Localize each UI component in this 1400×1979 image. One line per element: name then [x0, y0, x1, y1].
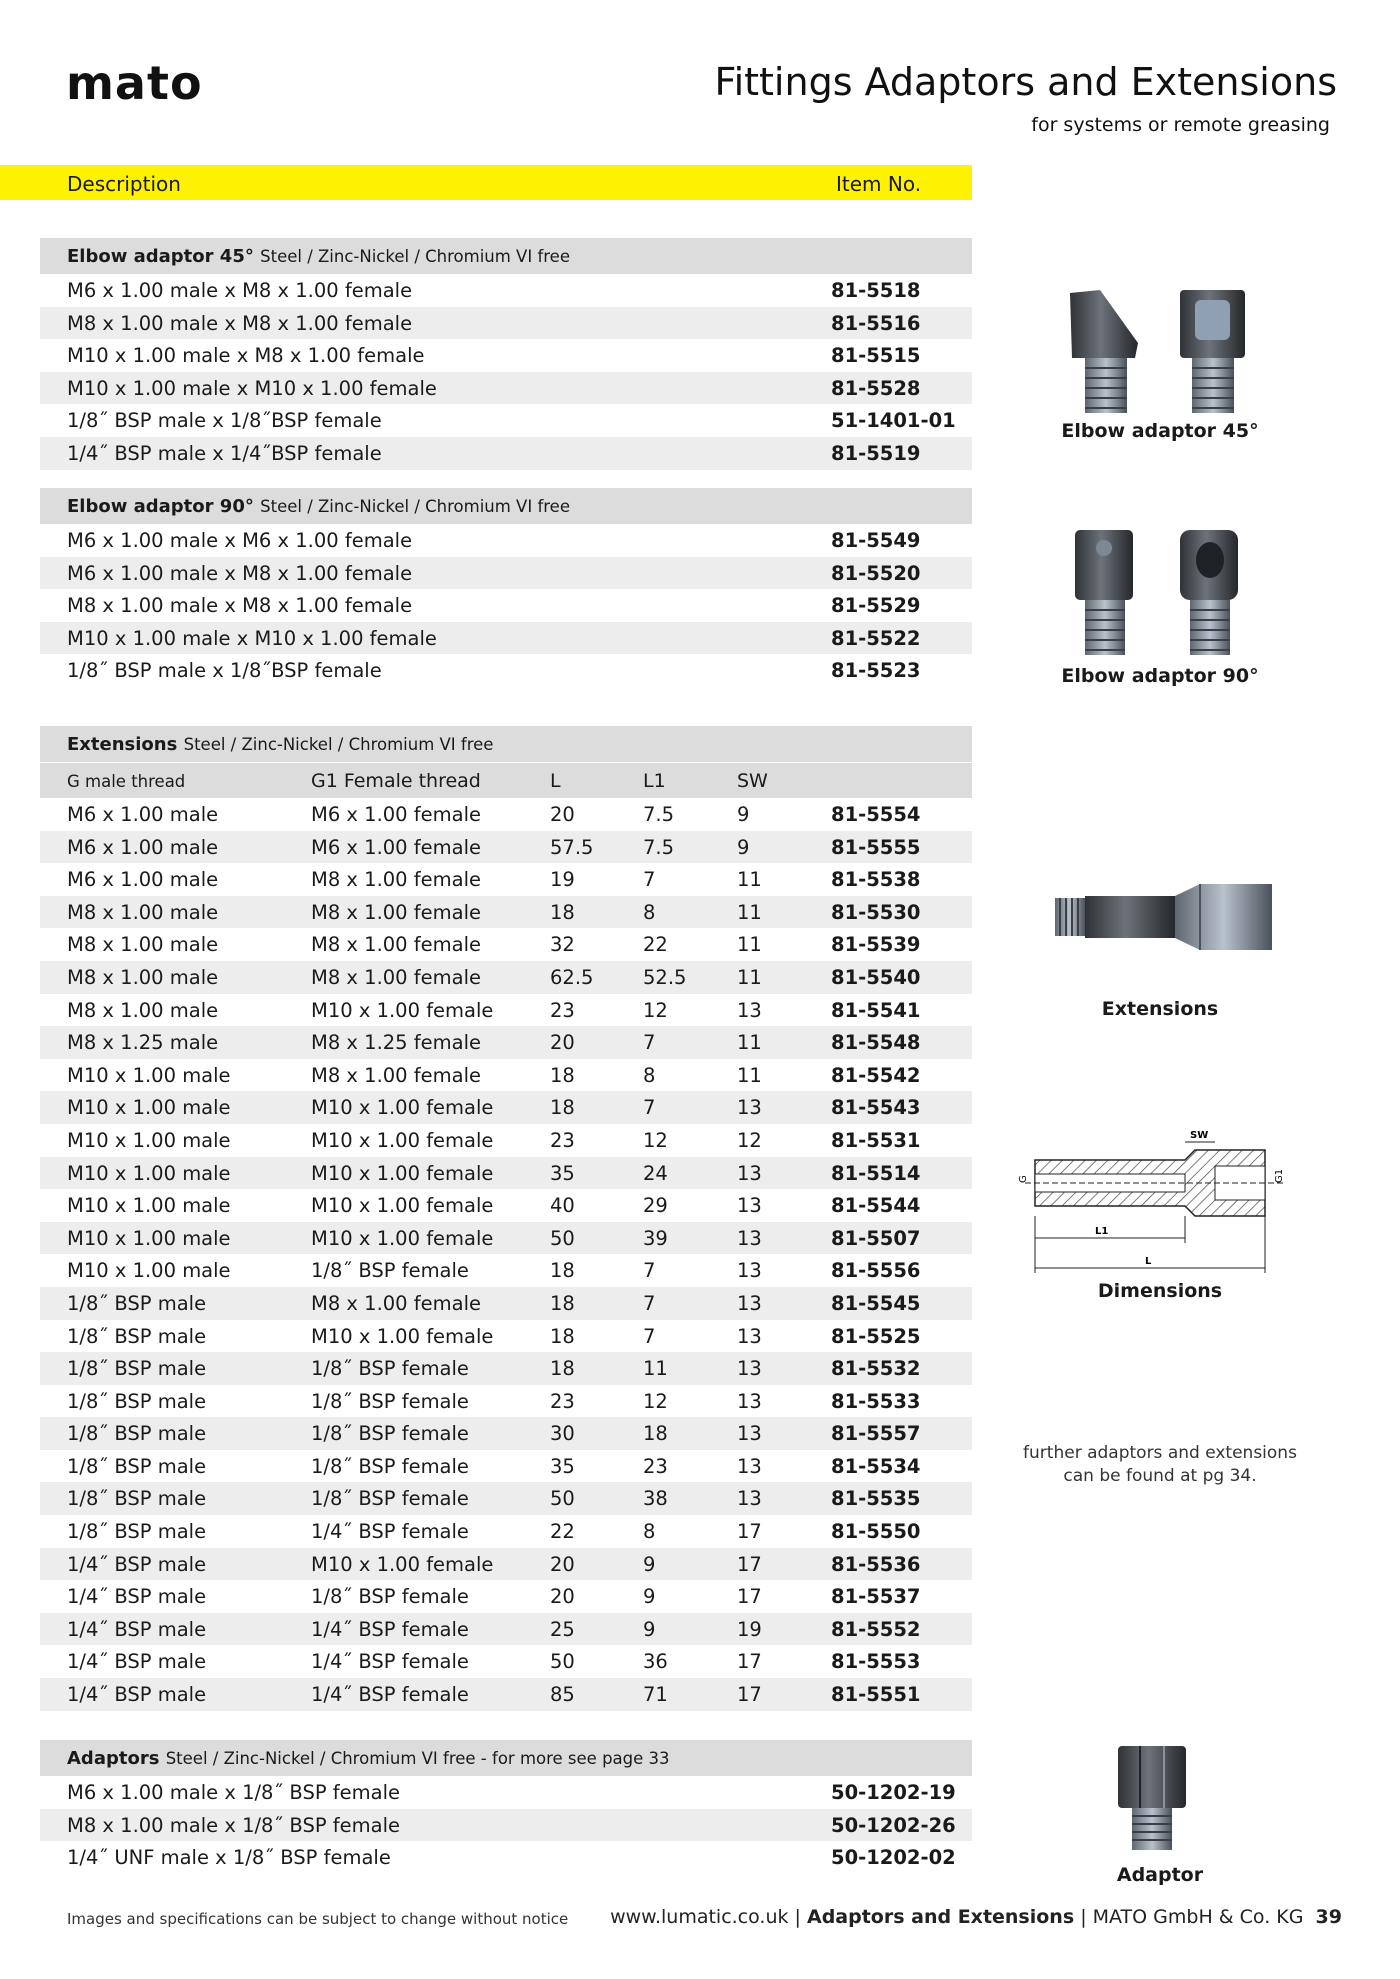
sw-cell: 13 [737, 1096, 762, 1120]
l-cell: 25 [550, 1617, 575, 1641]
l1-cell: 52.5 [643, 965, 687, 989]
footer-section: Adaptors and Extensions [806, 1906, 1075, 1928]
elbow90-row [40, 622, 972, 655]
g-dimension-label: G [1018, 1175, 1029, 1183]
g-thread-cell: M6 x 1.00 male [67, 835, 219, 859]
extension-row [40, 1385, 972, 1418]
item-number-cell: 81-5533 [831, 1389, 921, 1413]
page-title: Fittings Adaptors and Extensions [714, 60, 1337, 104]
extension-row [40, 1157, 972, 1190]
description-cell: 1/4˝ UNF male x 1/8˝ BSP female [67, 1846, 391, 1870]
extension-row [40, 1320, 972, 1353]
g1-thread-cell: M8 x 1.25 female [311, 1031, 482, 1055]
extensions-caption: Extensions [1101, 998, 1219, 1020]
extension-row [40, 831, 972, 864]
sw-cell: 13 [737, 1422, 762, 1446]
l-cell: 22 [550, 1520, 575, 1544]
l1-cell: 38 [643, 1487, 668, 1511]
item-number-cell: 81-5538 [831, 868, 921, 892]
l1-cell: 12 [643, 1389, 668, 1413]
g-thread-cell: 1/8˝ BSP male [67, 1291, 207, 1315]
g1-thread-cell: 1/8˝ BSP female [311, 1389, 469, 1413]
g1-thread-cell: M8 x 1.00 female [311, 933, 482, 957]
sw-cell: 11 [737, 868, 762, 892]
l1-cell: 8 [643, 1063, 656, 1087]
item-number-cell: 50-1202-19 [831, 1781, 956, 1804]
l1-cell: 29 [643, 1194, 668, 1218]
g-thread-cell: M10 x 1.00 male [67, 1096, 231, 1120]
l1-cell: 7.5 [643, 803, 675, 826]
extension-row [40, 1417, 972, 1450]
l1-cell: 8 [643, 1520, 656, 1544]
adaptor-row [40, 1841, 972, 1874]
elbow45-section-header [40, 238, 972, 274]
sw-cell: 11 [737, 1031, 762, 1055]
adaptor-caption: Adaptor [1116, 1864, 1204, 1886]
g1-thread-cell: M8 x 1.00 female [311, 965, 482, 989]
g-thread-cell: M8 x 1.00 male [67, 998, 219, 1022]
extension-row [40, 1222, 972, 1255]
g1-thread-cell: M8 x 1.00 female [311, 868, 482, 892]
g1-thread-cell: M10 x 1.00 female [311, 1128, 494, 1152]
item-number-cell: 81-5525 [831, 1324, 921, 1348]
g1-thread-cell: M8 x 1.00 female [311, 1063, 482, 1087]
l1-cell: 7 [643, 1259, 656, 1283]
elbow90-section [40, 488, 972, 687]
l-cell: 35 [550, 1454, 575, 1478]
l-cell: 18 [550, 1357, 575, 1381]
l1-cell: 7 [643, 1324, 656, 1348]
extension-row [40, 1613, 972, 1646]
g1-thread-cell: M8 x 1.00 female [311, 1291, 482, 1315]
l-cell: 32 [550, 933, 575, 957]
elbow45-row [40, 404, 972, 437]
g1-column-header: G1 Female thread [311, 770, 481, 792]
l-cell: 57.5 [550, 835, 594, 859]
extension-row [40, 994, 972, 1027]
page-number: 39 [1315, 1906, 1342, 1928]
g1-thread-cell: 1/8˝ BSP female [311, 1357, 469, 1381]
l-cell: 23 [550, 998, 575, 1022]
g-thread-cell: 1/8˝ BSP male [67, 1324, 207, 1348]
item-number-cell: 81-5531 [831, 1128, 921, 1152]
g1-thread-cell: 1/8˝ BSP female [311, 1487, 469, 1511]
l-cell: 20 [550, 1552, 575, 1576]
g1-thread-cell: 1/4˝ BSP female [311, 1650, 469, 1674]
item-number-cell: 51-1401-01 [831, 409, 956, 433]
sw-cell: 13 [737, 1324, 762, 1348]
item-number-cell: 81-5516 [831, 311, 921, 335]
sw-cell: 17 [737, 1585, 762, 1609]
extension-row [40, 798, 972, 831]
item-number-cell: 81-5534 [831, 1454, 921, 1478]
description-cell: M10 x 1.00 male x M10 x 1.00 female [67, 626, 437, 650]
item-number-cell: 81-5530 [831, 900, 921, 924]
item-number-cell: 81-5539 [831, 933, 921, 957]
elbow45-caption: Elbow adaptor 45° [1061, 420, 1259, 442]
g-thread-cell: M10 x 1.00 male [67, 1128, 231, 1152]
description-cell: M8 x 1.00 male x 1/8˝ BSP female [67, 1813, 401, 1837]
description-cell: M8 x 1.00 male x M8 x 1.00 female [67, 594, 413, 618]
elbow90-material: Steel / Zinc-Nickel / Chromium VI free [260, 497, 570, 516]
sw-cell: 17 [737, 1520, 762, 1544]
l1-cell: 22 [643, 933, 668, 957]
l-cell: 18 [550, 1291, 575, 1315]
sw-cell: 13 [737, 1226, 762, 1250]
g1-thread-cell: 1/8˝ BSP female [311, 1454, 469, 1478]
sw-cell: 13 [737, 1357, 762, 1381]
sw-cell: 17 [737, 1650, 762, 1674]
elbow90-rows [40, 524, 972, 687]
g1-thread-cell: M10 x 1.00 female [311, 1552, 494, 1576]
g-thread-cell: M6 x 1.00 male [67, 868, 219, 892]
extension-row [40, 1059, 972, 1092]
l1-cell: 7 [643, 1031, 656, 1055]
g-thread-cell: M6 x 1.00 male [67, 803, 219, 826]
g-thread-cell: M10 x 1.00 male [67, 1063, 231, 1087]
item-number-cell: 81-5545 [831, 1291, 921, 1315]
disclaimer: Images and specifications can be subject to change without notice [67, 1910, 569, 1928]
extension-row [40, 1287, 972, 1320]
extension-row [40, 961, 972, 994]
g-thread-cell: M8 x 1.25 male [67, 1031, 219, 1055]
elbow45-title: Elbow adaptor 45° [67, 246, 254, 267]
l1-cell: 11 [643, 1357, 668, 1381]
item-number-cell: 81-5520 [831, 561, 921, 585]
g-thread-cell: M10 x 1.00 male [67, 1226, 231, 1250]
g-thread-cell: M8 x 1.00 male [67, 965, 219, 989]
elbow90-section-header [40, 488, 972, 524]
sw-dimension-label: SW [1190, 1130, 1209, 1141]
item-number-cell: 81-5514 [831, 1161, 921, 1185]
item-number-cell: 81-5550 [831, 1520, 921, 1544]
item-number-cell: 81-5532 [831, 1357, 921, 1381]
adaptor-row [40, 1809, 972, 1842]
sw-cell: 13 [737, 1454, 762, 1478]
description-cell: M10 x 1.00 male x M10 x 1.00 female [67, 376, 437, 400]
description-cell: M6 x 1.00 male x M6 x 1.00 female [67, 529, 413, 552]
l1-cell: 9 [643, 1552, 656, 1576]
description-cell: M6 x 1.00 male x M8 x 1.00 female [67, 279, 413, 302]
l1-cell: 7 [643, 1096, 656, 1120]
g1-thread-cell: 1/4˝ BSP female [311, 1683, 469, 1707]
elbow45-row [40, 307, 972, 340]
extension-row [40, 863, 972, 896]
extension-row [40, 1450, 972, 1483]
g-thread-cell: 1/8˝ BSP male [67, 1389, 207, 1413]
adaptors-rows [40, 1776, 972, 1874]
item-number-cell: 81-5519 [831, 441, 921, 465]
elbow45-section [40, 238, 972, 470]
extension-row [40, 1515, 972, 1548]
sw-cell: 9 [737, 835, 750, 859]
description-cell: M8 x 1.00 male x M8 x 1.00 female [67, 311, 413, 335]
l-cell: 50 [550, 1226, 575, 1250]
adaptors-section [40, 1740, 972, 1874]
l-cell: 18 [550, 1096, 575, 1120]
l-cell: 85 [550, 1683, 575, 1707]
elbow90-row [40, 654, 972, 687]
description-cell: M6 x 1.00 male x M8 x 1.00 female [67, 561, 413, 585]
sw-cell: 13 [737, 1487, 762, 1511]
l-cell: 18 [550, 1324, 575, 1348]
l-cell: 20 [550, 1585, 575, 1609]
l-cell: 18 [550, 1063, 575, 1087]
sw-cell: 13 [737, 1194, 762, 1218]
g-thread-cell: 1/8˝ BSP male [67, 1520, 207, 1544]
elbow90-row [40, 589, 972, 622]
sw-cell: 11 [737, 965, 762, 989]
g1-thread-cell: M10 x 1.00 female [311, 1194, 494, 1218]
extensions-section [40, 726, 972, 1711]
l-column-header: L [550, 770, 561, 792]
adaptor-image [1112, 1742, 1192, 1854]
elbow90-caption: Elbow adaptor 90° [1061, 665, 1259, 687]
item-number-cell: 81-5556 [831, 1259, 921, 1283]
brand-logo: mato [66, 56, 203, 110]
g1-thread-cell: M10 x 1.00 female [311, 998, 494, 1022]
g-thread-cell: 1/4˝ BSP male [67, 1552, 207, 1576]
g-thread-cell: 1/4˝ BSP male [67, 1683, 207, 1707]
extension-row [40, 928, 972, 961]
g-thread-cell: M8 x 1.00 male [67, 933, 219, 957]
extension-row [40, 1482, 972, 1515]
sw-cell: 13 [737, 1389, 762, 1413]
extension-image [1050, 880, 1280, 960]
item-number-cell: 81-5555 [831, 835, 921, 859]
elbow45-row [40, 274, 972, 307]
item-number-cell: 81-5548 [831, 1031, 921, 1055]
l-cell: 23 [550, 1128, 575, 1152]
item-number-cell: 81-5551 [831, 1683, 921, 1707]
l1-cell: 24 [643, 1161, 668, 1185]
g1-thread-cell: M10 x 1.00 female [311, 1096, 494, 1120]
elbow90-image [1070, 528, 1260, 658]
extensions-rows [40, 798, 972, 1711]
adaptors-section-header [40, 1740, 972, 1776]
g-thread-cell: 1/8˝ BSP male [67, 1454, 207, 1478]
elbow45-row [40, 437, 972, 470]
item-number-cell: 81-5518 [831, 279, 921, 302]
sw-cell: 11 [737, 933, 762, 957]
g1-thread-cell: 1/8˝ BSP female [311, 1585, 469, 1609]
g-thread-cell: M10 x 1.00 male [67, 1161, 231, 1185]
g-thread-cell: 1/8˝ BSP male [67, 1357, 207, 1381]
extensions-column-headers [40, 762, 972, 798]
l1-cell: 23 [643, 1454, 668, 1478]
l1-cell: 18 [643, 1422, 668, 1446]
company-name: MATO GmbH & Co. KG [1092, 1906, 1304, 1928]
description-column-header: Description [67, 172, 181, 196]
item-number-cell: 81-5543 [831, 1096, 921, 1120]
sw-cell: 13 [737, 1161, 762, 1185]
l1-cell: 9 [643, 1617, 656, 1641]
g-thread-cell: 1/4˝ BSP male [67, 1585, 207, 1609]
sw-cell: 13 [737, 998, 762, 1022]
l-cell: 50 [550, 1487, 575, 1511]
sw-cell: 12 [737, 1128, 762, 1152]
note-line-1: further adaptors and extensions [1023, 1443, 1297, 1463]
item-number-cell: 81-5536 [831, 1552, 921, 1576]
g-thread-cell: 1/8˝ BSP male [67, 1422, 207, 1446]
l1-cell: 12 [643, 998, 668, 1022]
g1-thread-cell: M6 x 1.00 female [311, 835, 482, 859]
g1-thread-cell: 1/4˝ BSP female [311, 1617, 469, 1641]
l-cell: 20 [550, 1031, 575, 1055]
g1-thread-cell: M10 x 1.00 female [311, 1161, 494, 1185]
sw-cell: 9 [737, 803, 750, 826]
extension-row [40, 1580, 972, 1613]
g-column-header: G male thread [67, 772, 186, 791]
l-cell: 18 [550, 1259, 575, 1283]
l-dimension-label: L [1145, 1256, 1152, 1267]
elbow45-row [40, 339, 972, 372]
extension-row [40, 1254, 972, 1287]
item-number-cell: 81-5507 [831, 1226, 921, 1250]
g-thread-cell: M8 x 1.00 male [67, 900, 219, 924]
l1-cell: 8 [643, 900, 656, 924]
elbow45-material: Steel / Zinc-Nickel / Chromium VI free [260, 247, 570, 266]
sw-cell: 11 [737, 1063, 762, 1087]
elbow45-rows [40, 274, 972, 470]
l1-cell: 12 [643, 1128, 668, 1152]
extensions-material: Steel / Zinc-Nickel / Chromium VI free [183, 735, 494, 754]
extensions-section-header [40, 726, 972, 762]
extension-row [40, 1124, 972, 1157]
item-number-cell: 50-1202-02 [831, 1846, 956, 1870]
item-number-cell: 81-5542 [831, 1063, 921, 1087]
description-cell: M6 x 1.00 male x 1/8˝ BSP female [67, 1781, 401, 1804]
l-cell: 50 [550, 1650, 575, 1674]
item-number-cell: 81-5535 [831, 1487, 921, 1511]
item-number-cell: 81-5537 [831, 1585, 921, 1609]
l1-cell: 7 [643, 868, 656, 892]
item-number-cell: 81-5557 [831, 1422, 921, 1446]
elbow90-title: Elbow adaptor 90° [67, 496, 254, 517]
extension-row [40, 1352, 972, 1385]
item-number-cell: 81-5522 [831, 626, 921, 650]
g-thread-cell: 1/4˝ BSP male [67, 1617, 207, 1641]
elbow45-image [1060, 288, 1260, 418]
sw-cell: 11 [737, 900, 762, 924]
page-subtitle: for systems or remote greasing [1031, 114, 1330, 136]
item-number-cell: 81-5553 [831, 1650, 921, 1674]
l1-dimension-label: L1 [1095, 1226, 1109, 1237]
dimensions-caption: Dimensions [1097, 1280, 1223, 1302]
elbow90-row [40, 524, 972, 557]
l-cell: 23 [550, 1389, 575, 1413]
sw-cell: 13 [737, 1291, 762, 1315]
item-number-cell: 50-1202-26 [831, 1813, 956, 1837]
g1-thread-cell: 1/4˝ BSP female [311, 1520, 469, 1544]
l1-cell: 7.5 [643, 835, 675, 859]
g1-dimension-label: G1 [1274, 1168, 1285, 1183]
dimensions-drawing [1015, 1128, 1305, 1288]
l-cell: 40 [550, 1194, 575, 1218]
l-cell: 19 [550, 868, 575, 892]
sw-cell: 17 [737, 1683, 762, 1707]
g-thread-cell: M10 x 1.00 male [67, 1259, 231, 1283]
item-number-cell: 81-5554 [831, 803, 921, 826]
extension-row [40, 1548, 972, 1581]
g1-thread-cell: M8 x 1.00 female [311, 900, 482, 924]
extension-row [40, 1645, 972, 1678]
l-cell: 62.5 [550, 965, 594, 989]
elbow45-row [40, 372, 972, 405]
description-cell: 1/8˝ BSP male x 1/8˝BSP female [67, 659, 382, 683]
g-thread-cell: M10 x 1.00 male [67, 1194, 231, 1218]
sw-column-header: SW [737, 770, 768, 792]
item-number-cell: 81-5552 [831, 1617, 921, 1641]
g1-thread-cell: 1/8˝ BSP female [311, 1422, 469, 1446]
item-number-cell: 81-5549 [831, 529, 921, 552]
item-number-cell: 81-5528 [831, 376, 921, 400]
l1-cell: 39 [643, 1226, 668, 1250]
g1-thread-cell: M6 x 1.00 female [311, 803, 482, 826]
g-thread-cell: 1/8˝ BSP male [67, 1487, 207, 1511]
website-link[interactable]: www.lumatic.co.uk [610, 1906, 789, 1928]
description-cell: 1/8˝ BSP male x 1/8˝BSP female [67, 409, 382, 433]
adaptors-title: Adaptors [67, 1748, 160, 1769]
l1-cell: 36 [643, 1650, 668, 1674]
further-adaptors-note [1000, 1442, 1320, 1488]
l-cell: 35 [550, 1161, 575, 1185]
note-line-2: can be found at pg 34. [1063, 1466, 1257, 1486]
g-thread-cell: 1/4˝ BSP male [67, 1650, 207, 1674]
l-cell: 18 [550, 900, 575, 924]
item-number-cell: 81-5515 [831, 344, 921, 368]
l1-cell: 7 [643, 1291, 656, 1315]
l1-cell: 71 [643, 1683, 668, 1707]
l1-cell: 9 [643, 1585, 656, 1609]
extension-row [40, 1091, 972, 1124]
description-cell: 1/4˝ BSP male x 1/4˝BSP female [67, 441, 382, 465]
sw-cell: 19 [737, 1617, 762, 1641]
item-number-cell: 81-5529 [831, 594, 921, 618]
l-cell: 20 [550, 803, 575, 826]
item-number-cell: 81-5523 [831, 659, 921, 683]
elbow90-row [40, 557, 972, 590]
g1-thread-cell: 1/8˝ BSP female [311, 1259, 469, 1283]
g1-thread-cell: M10 x 1.00 female [311, 1324, 494, 1348]
adaptor-row [40, 1776, 972, 1809]
l1-column-header: L1 [643, 770, 666, 792]
adaptors-material: Steel / Zinc-Nickel / Chromium VI free - for more see page 33 [165, 1749, 670, 1768]
extension-row [40, 1678, 972, 1711]
item-number-cell: 81-5540 [831, 965, 921, 989]
item-number-cell: 81-5544 [831, 1194, 921, 1218]
extensions-title: Extensions [67, 734, 178, 755]
l-cell: 30 [550, 1422, 575, 1446]
sw-cell: 13 [737, 1259, 762, 1283]
sw-cell: 17 [737, 1552, 762, 1576]
g1-thread-cell: M10 x 1.00 female [311, 1226, 494, 1250]
item-number-cell: 81-5541 [831, 998, 921, 1022]
footer-info: www.lumatic.co.uk | Adaptors and Extensions | MATO GmbH & Co. KG 39 [610, 1906, 1342, 1928]
table-header-bar [0, 165, 972, 200]
extension-row [40, 896, 972, 929]
extension-row [40, 1189, 972, 1222]
item-no-column-header: Item No. [836, 172, 922, 196]
description-cell: M10 x 1.00 male x M8 x 1.00 female [67, 344, 425, 368]
extension-row [40, 1026, 972, 1059]
